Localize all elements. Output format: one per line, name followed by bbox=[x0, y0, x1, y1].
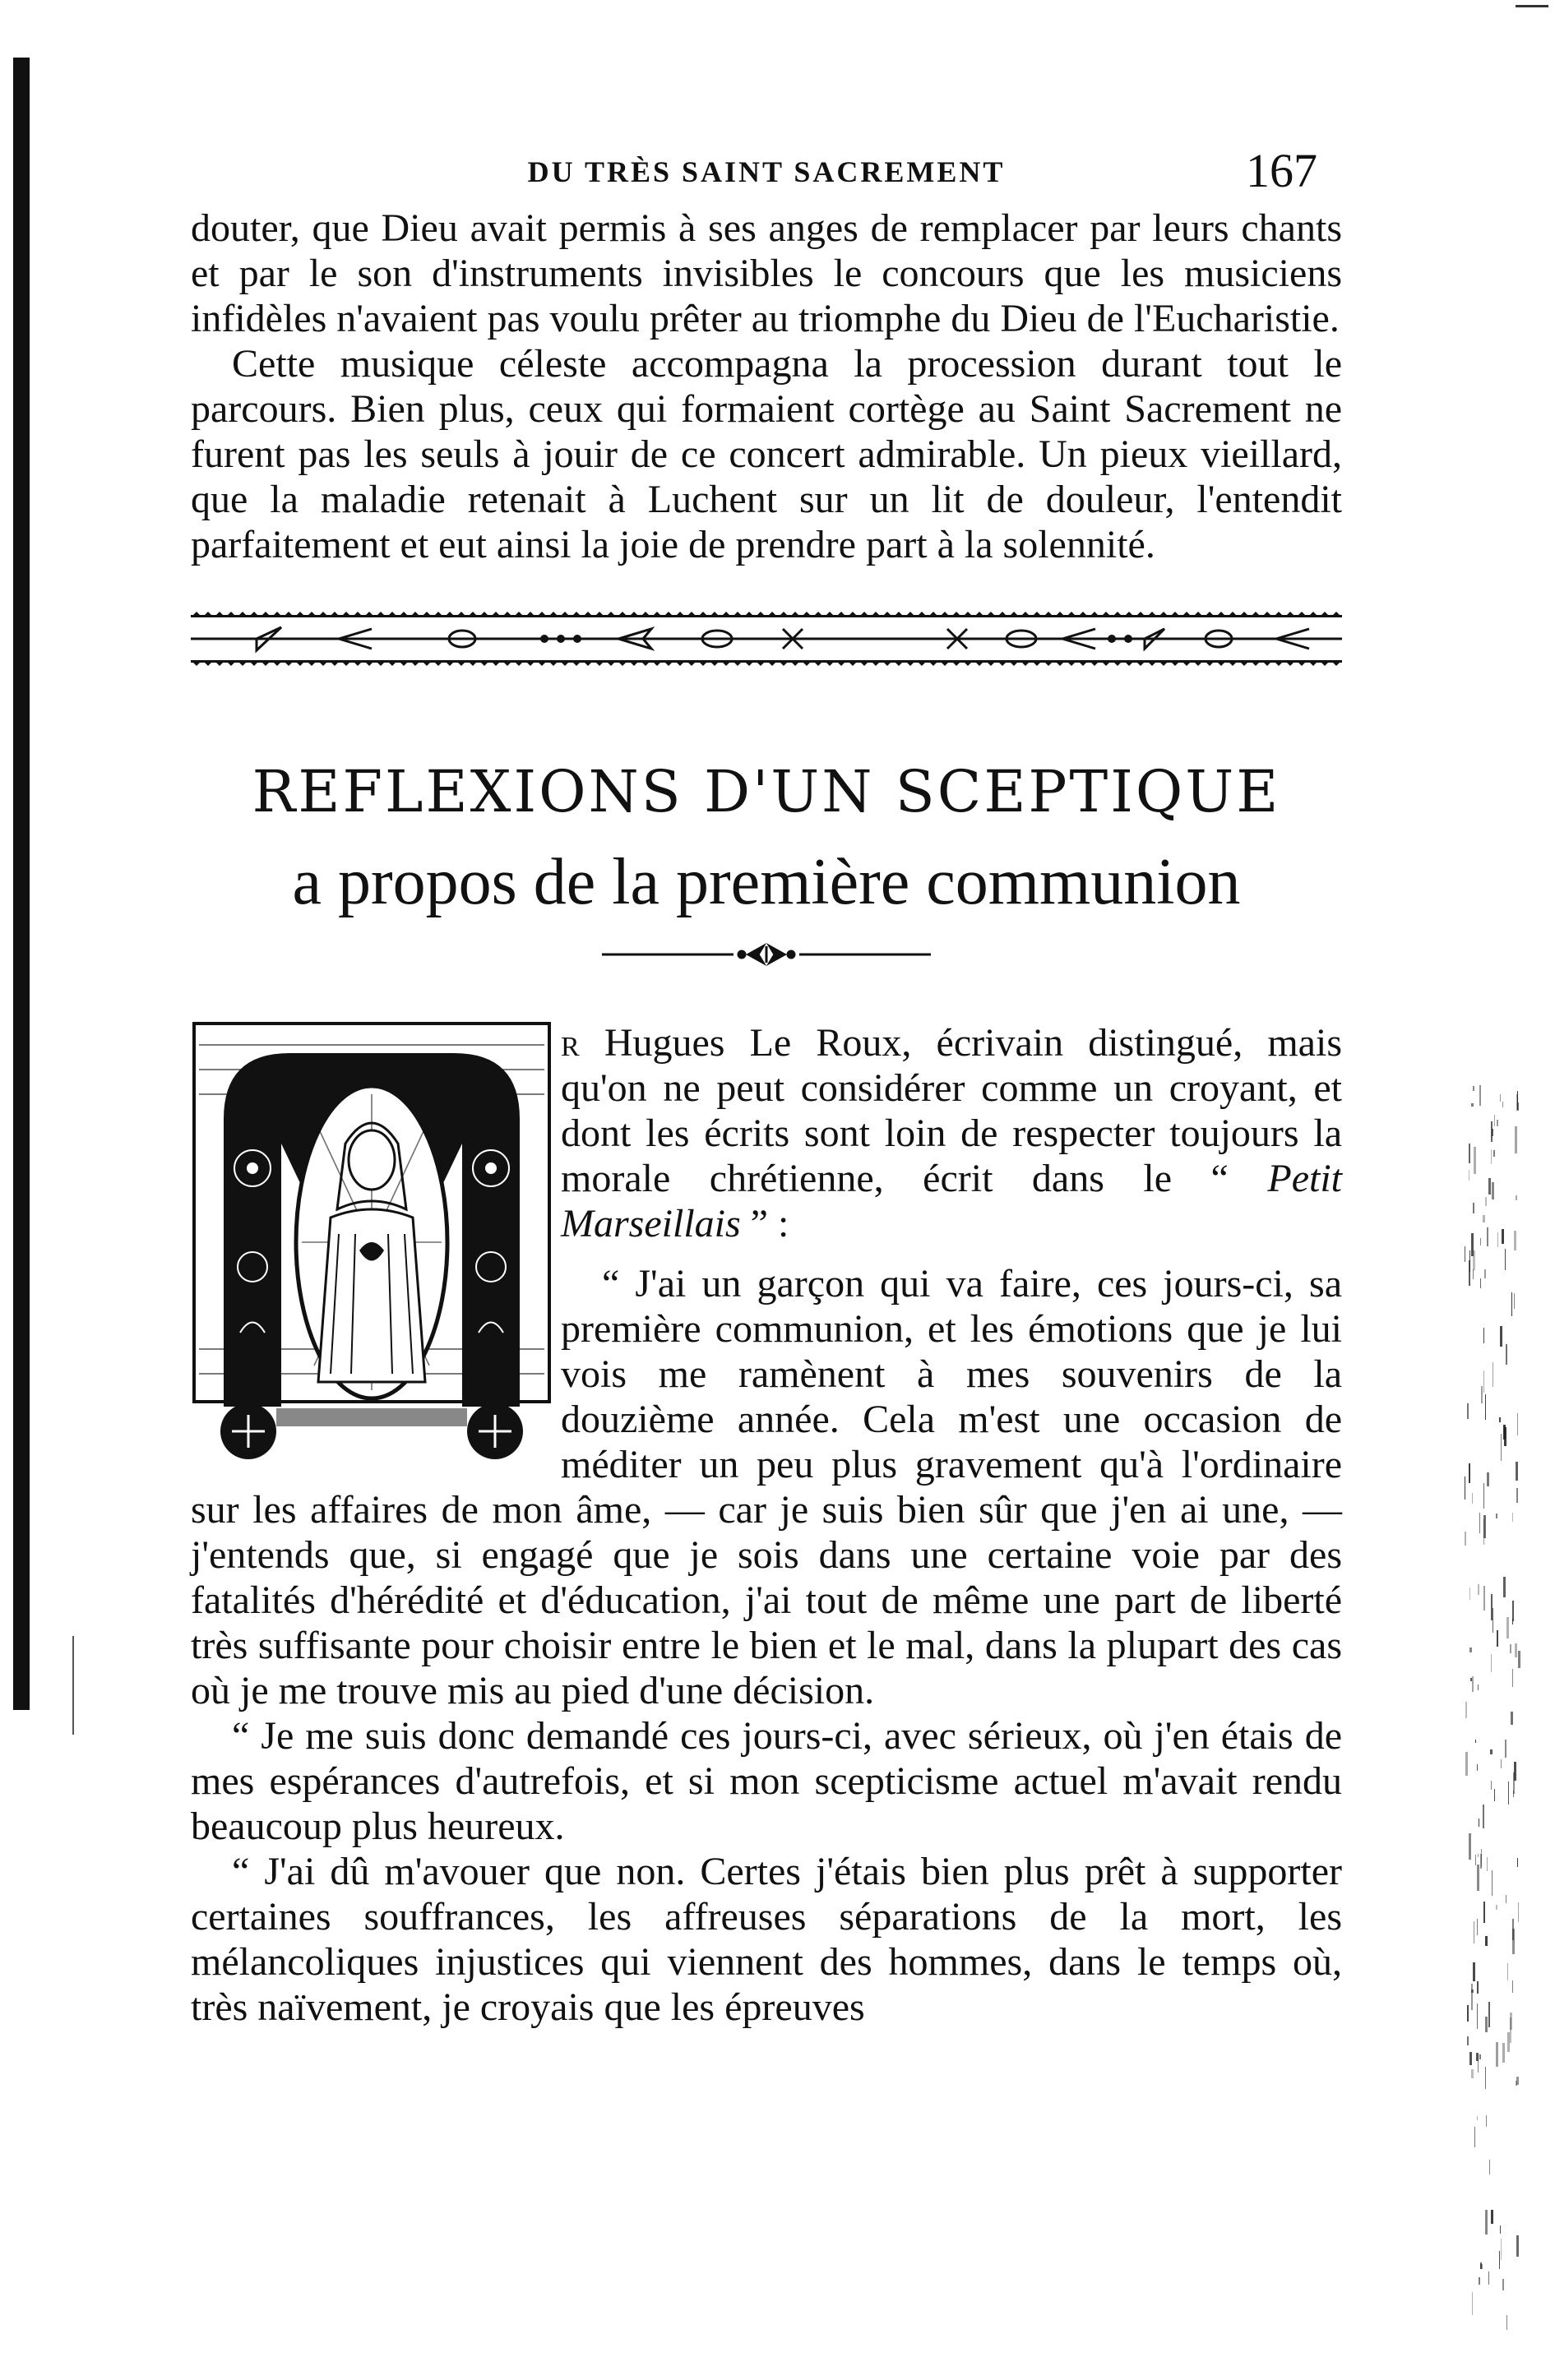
scan-margin-line bbox=[72, 1636, 74, 1735]
intro-lead-letter: r bbox=[561, 1021, 580, 1065]
running-head bbox=[191, 132, 1342, 206]
article-body bbox=[191, 1020, 1342, 2030]
paragraph-quote-2: “ Je me suis donc demandé ces jours-ci, avec sérieux, où j'en étais de mes espérances d'autrefois, et si mon scepticisme actuel m'avait rendu beaucoup plus heureux. bbox=[191, 1714, 1342, 1848]
paragraph-procession: Cette musique céleste accompagna la procession durant tout le parcours. Bien plus, ceux qui formaient cortège au Saint Sacrement ne furent pas les seuls à jouir de ce concert admirable. Un pieux vieillard, que la maladie retenait à Luchent sur un lit de douleur, l'entendit parfaitement et eut ainsi la joie de prendre part à la solennité. bbox=[191, 342, 1342, 566]
intro-text: Hugues Le Roux, écrivain distingué, mais qu'on ne peut considérer comme un croyant, et dont les écrits sont loin de respecter toujours la morale chrétienne, écrit dans le “ bbox=[561, 1021, 1342, 1200]
ornamental-divider bbox=[191, 610, 1342, 668]
paragraph-continued: douter, que Dieu avait permis à ses anges de remplacer par leurs chants et par le son d'instruments invisibles le concours que les musiciens infidèles n'avaient pas voulu prêter au triomphe du Dieu de l'Eucharistie. bbox=[191, 206, 1342, 340]
scan-edge-noise bbox=[1465, 1085, 1522, 2335]
page-number: 167 bbox=[1246, 144, 1317, 197]
scan-binding-shadow bbox=[13, 58, 30, 1710]
running-title: DU TRÈS SAINT SACREMENT bbox=[527, 155, 1006, 188]
book-page bbox=[191, 132, 1342, 2030]
illuminated-initial bbox=[191, 1020, 553, 1464]
scan-edge-mark bbox=[1516, 5, 1548, 7]
paragraph-quote-3: “ J'ai dû m'avouer que non. Certes j'étais bien plus prêt à supporter certaines souffrances, les affreuses séparations de la mort, les mélancoliques injustices qui viennent des hommes, dans le temps où, très naïvement, je croyais que les épreuves bbox=[191, 1850, 1342, 2029]
title-ornament bbox=[602, 938, 931, 971]
newspaper-title: Petit Marseillais bbox=[561, 1157, 1343, 1245]
paragraph-quote-1: “ J'ai un garçon qui va faire, ces jours-ci, sa première communion, et les émotions que je lui vois me ramènent à mes souvenirs de la douzième année. Cela m'est une occasion de méditer un peu plus gravement qu'à l'ordinaire sur les affaires de mon âme, — car je suis bien sûr que j'en ai une, — j'entends que, si engagé que je sois dans une certaine voie par des fatalités d'hérédité et d'éducation, j'ai tout de même une part de liberté très suffisante pour choisir entre le bien et le mal, dans la plupart des cas où je me trouve mis au pied d'une décision. bbox=[191, 1262, 1342, 1712]
intro-closing: ” : bbox=[750, 1202, 789, 1245]
article-subtitle: a propos de la première communion bbox=[292, 846, 1241, 918]
article-title: REFLEXIONS D'UN SCEPTIQUE bbox=[252, 758, 1281, 825]
